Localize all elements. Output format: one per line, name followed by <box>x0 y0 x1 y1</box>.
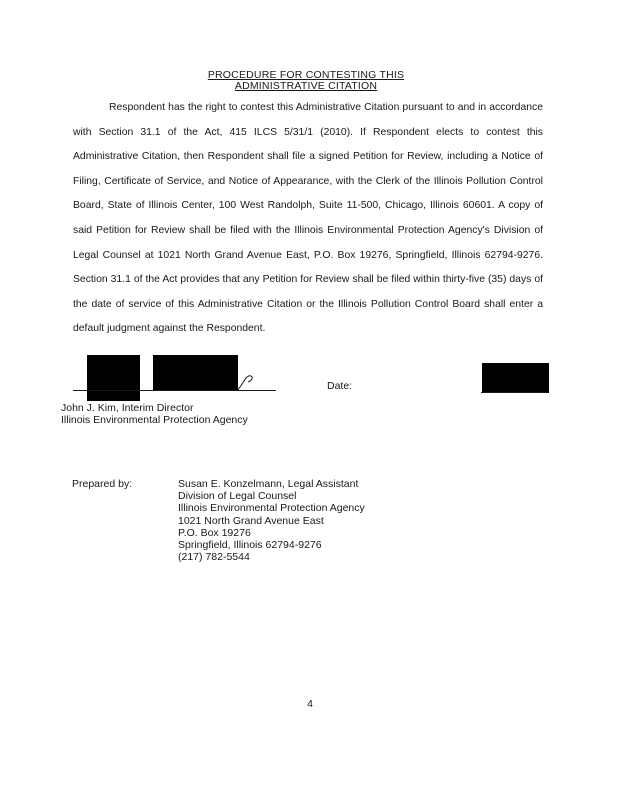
signature-scrawl-icon <box>236 372 262 392</box>
preparer-division: Division of Legal Counsel <box>178 490 297 503</box>
signer-agency: Illinois Environmental Protection Agency <box>61 414 248 426</box>
preparer-name: Susan E. Konzelmann, Legal Assistant <box>178 478 359 490</box>
redacted-signature-block-1 <box>87 355 140 401</box>
prepared-by-label: Prepared by: <box>72 478 133 490</box>
section-heading-line-2: ADMINISTRATIVE CITATION <box>234 80 378 92</box>
preparer-phone: (217) 782-5544 <box>178 551 250 564</box>
signer-name: John J. Kim, Interim Director <box>61 402 194 414</box>
procedure-paragraph: Respondent has the right to contest this Administrative Citation pursuant to and in accordance with Section 31.1 of the Act, 415 ILCS 5/31/1 (2010). If Respondent elects to contest this Administrative Citation, then Respondent shall file a signed Petition for Review, including a Notice of Filing, Certificate of Service, and Notice of Appearance, with the Clerk of the Illinois Pollution Control Board, State of Illinois Center, 100 West Randolph, Suite 11-500, Chicago, Illinois 60601. A copy of said Petition for Review shall be filed with the Illinois Environmental Protection Agency's Division of Legal Counsel at 1021 North Grand Avenue East, P.O. Box 19276, Springfield, Illinois 62794-9276. Section 31.1 of the Act provides that any Petition for Review shall be filed within thirty-five (35) days of the date of service of this Administrative Citation or the Illinois Pollution Control Board shall enter a default judgment against the Respondent. <box>73 102 543 335</box>
page-number: 4 <box>307 698 313 710</box>
prepared-by-address <box>178 478 365 563</box>
preparer-street: 1021 North Grand Avenue East <box>178 514 324 527</box>
date-line <box>481 392 548 393</box>
preparer-agency: Illinois Environmental Protection Agency <box>178 502 365 515</box>
redacted-signature-block-2 <box>153 355 238 391</box>
date-label: Date: <box>327 380 353 392</box>
section-heading-line-1: PROCEDURE FOR CONTESTING THIS <box>207 69 405 81</box>
signature-line <box>73 390 276 391</box>
preparer-city: Springfield, Illinois 62794-9276 <box>178 539 322 552</box>
preparer-po-box: P.O. Box 19276 <box>178 526 251 539</box>
redacted-date <box>482 363 549 393</box>
